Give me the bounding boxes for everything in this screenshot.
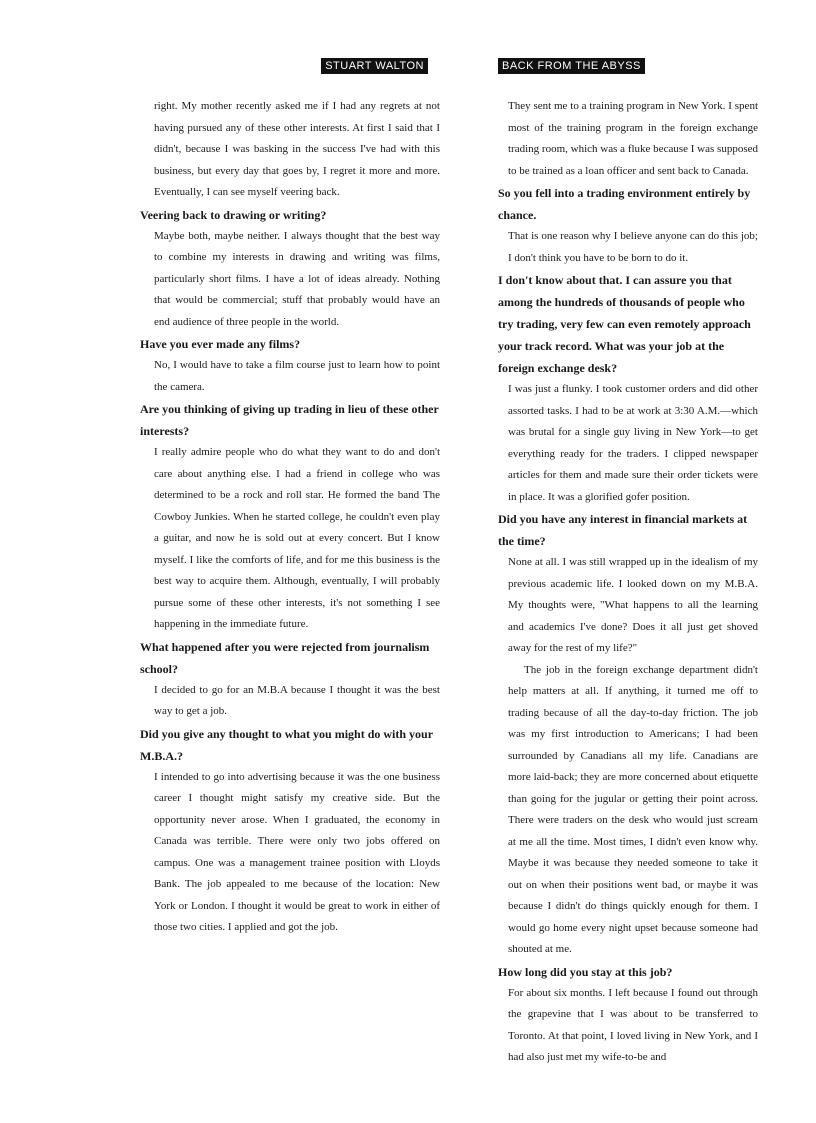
- answer-paragraph: I really admire people who do what they want to do and don't care about anything else. I had a friend in college who was determined to be a rock and roll star. He formed the band The Cowboy Junkies. When he started college, he couldn't even play a guitar, and now he is sold out at every concert. But I know myself. I like the comforts of life, and for me this business is the best way to acquire them. Although, eventually, I will probably pursue some of these other interests, it's not something I see happening in the immediate future.: [154, 446, 440, 630]
- question-heading: I don't know about that. I can assure you that among the hundreds of thousands of people who try trading, very few can even remotely approach your track record. What was your job at the foreign exchange desk?: [498, 273, 751, 375]
- running-header-chapter: BACK FROM THE ABYSS: [498, 58, 645, 74]
- right-page: [494, 0, 758, 1123]
- question-heading: Have you ever made any films?: [140, 337, 301, 351]
- question-heading: Did you give any thought to what you might do with your M.B.A.?: [140, 726, 433, 763]
- running-header-author: STUART WALTON: [321, 58, 428, 74]
- answer-paragraph: That is one reason why I believe anyone can do this job; I don't think you have to be born to do it.: [508, 230, 758, 264]
- question-heading: What happened after you were rejected from journalism school?: [140, 639, 430, 676]
- question-heading: How long did you stay at this job?: [498, 964, 673, 979]
- answer-paragraph: They sent me to a training program in New York. I spent most of the training program in the foreign exchange trading room, which was a fluke because I was supposed to be trained as a loan officer and sent back to Canada.: [508, 100, 758, 177]
- answer-paragraph: I was just a flunky. I took customer orders and did other assorted tasks. I had to be at work at 3:30 A.M.—which was brutal for a single guy living in New York—to get everything ready for the traders. I clipped newspaper articles for them and made sure their order tickets were in place. It was a glorified gofer position.: [508, 383, 758, 503]
- answer-paragraph: No, I would have to take a film course just to learn how to point the camera.: [154, 359, 440, 393]
- question-heading: So you fell into a trading environment entirely by chance.: [498, 186, 751, 222]
- question-heading: Veering back to drawing or writing?: [140, 207, 327, 222]
- answer-paragraph: The job in the foreign exchange department didn't help matters at all. If anything, it turned me off to trading because of all the day-to-day friction. The job was my first introduction to Americans; I had been surrounded by Canadians all my life. Canadians are more laid-back; they are more concerned about etiquette than going for the jugular or getting their point across. There were traders on the desk who would just scream at me all the time. Most times, I didn't even know why. Maybe it was because they needed someone to take it out on when their positions went bad, or maybe it was because I didn't do things quickly enough for them. I would go home every night upset because someone had shouted at me.: [508, 663, 758, 955]
- answer-paragraph: None at all. I was still wrapped up in the idealism of my previous academic life. I looked down on my M.B.A. My thoughts were, "What happens to all the learning and academics I've done? Does it all just get shoved away for the rest of my life?": [508, 556, 758, 654]
- answer-paragraph: Maybe both, maybe neither. I always thought that the best way to combine my interests in drawing and writing was films, particularly short films. I have a lot of ideas already. Nothing that would be commercial; stuff that probably would have an end audience of three people in the world.: [154, 229, 440, 328]
- left-column-text: [140, 96, 440, 939]
- answer-paragraph: For about six months. I left because I found out through the grapevine that I was about to be transferred to Toronto. At that point, I loved living in New York, and I had also just met my wife-to-be and: [508, 986, 758, 1063]
- question-heading: Did you have any interest in financial markets at the time?: [498, 512, 748, 548]
- right-column-text: [494, 96, 758, 1069]
- answer-paragraph: I decided to go for an M.B.A because I thought it was the best way to get a job.: [154, 683, 440, 717]
- question-heading: Are you thinking of giving up trading in lieu of these other interests?: [140, 402, 439, 438]
- answer-paragraph: right. My mother recently asked me if I had any regrets at not having pursued any of these other interests. At first I said that I didn't, because I was basking in the success I've had with this business, but every day that goes by, I regret it more and more. Eventually, I can see myself veering back.: [154, 100, 440, 198]
- answer-paragraph: I intended to go into advertising because it was the one business career I thought might satisfy my creative side. But the opportunity never arose. When I graduated, the economy in Canada was terrible. There were only two jobs offered on campus. One was a management trainee position with Lloyds Bank. The job appealed to me because of the location: New York or London. I thought it would be great to work in either of those two cities. I applied and got the job.: [154, 770, 440, 933]
- left-page: [140, 0, 440, 1123]
